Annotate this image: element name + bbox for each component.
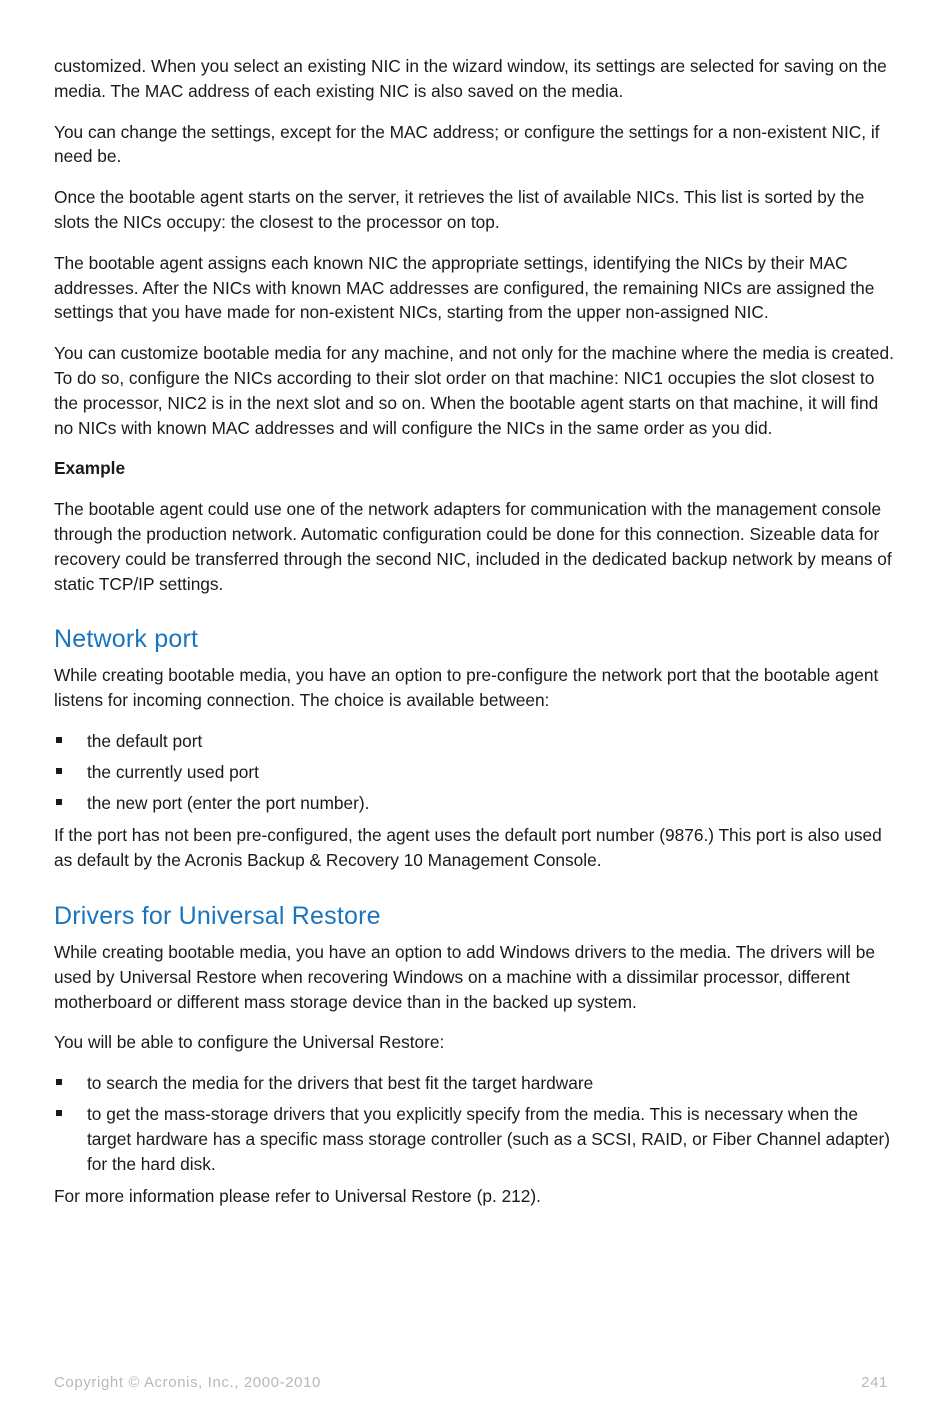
page-number: 241	[861, 1374, 888, 1391]
heading-network-port: Network port	[54, 625, 199, 654]
drivers-list	[54, 1071, 894, 1176]
page-footer	[54, 1374, 888, 1391]
square-bullet-icon	[56, 737, 62, 743]
network-port-outro: If the port has not been pre-configured, the agent uses the default port number (9876.) This port is also used as default by the Acronis Backup & Recovery 10 Management Console.	[54, 825, 882, 871]
paragraph-assign-settings: The bootable agent assigns each known NIC the appropriate settings, identifying the NICs by their MAC addresses. After the NICs with known MAC addresses are configured, the remaining NICs are assigned the settings that you have made for non-existent NICs, starting from the upper non-assigned NIC.	[54, 252, 875, 323]
drivers-outro: For more information please refer to Universal Restore (p. 212).	[54, 1186, 541, 1207]
list-item	[54, 1102, 894, 1176]
list-item	[54, 760, 894, 785]
square-bullet-icon	[56, 1110, 62, 1116]
network-port-list	[54, 729, 894, 815]
paragraph-retrieve-nics: Once the bootable agent starts on the server, it retrieves the list of available NICs. This list is sorted by the slots the NICs occupy: the closest to the processor on top.	[54, 187, 865, 232]
list-item-text: the currently used port	[87, 761, 259, 782]
list-item-text: the default port	[87, 730, 203, 751]
square-bullet-icon	[56, 1079, 62, 1085]
list-item-text: the new port (enter the port number).	[87, 792, 370, 813]
list-item-text: to get the mass-storage drivers that you explicitly specify from the media. This is necessary when the target hardware has a specific mass storage controller (such as a SCSI, RAID, or Fiber Channel adapter) for the hard disk.	[87, 1103, 890, 1174]
footer-copyright: Copyright © Acronis, Inc., 2000-2010	[54, 1374, 321, 1391]
paragraph-example: The bootable agent could use one of the network adapters for communication with the management console through the production network. Automatic configuration could be done for this connection. Sizeable data for recovery could be transferred through the second NIC, included in the dedicated backup network by means of static TCP/IP settings.	[54, 499, 892, 594]
list-item-text: to search the media for the drivers that best fit the target hardware	[87, 1073, 594, 1094]
list-item	[54, 729, 894, 754]
paragraph-change-settings: You can change the settings, except for the MAC address; or configure the settings for a non-existent NIC, if need be.	[54, 121, 880, 167]
document-page	[54, 54, 894, 1225]
example-label: Example	[54, 458, 126, 479]
square-bullet-icon	[56, 768, 62, 774]
list-item	[54, 791, 894, 816]
list-item	[54, 1071, 894, 1096]
paragraph-nic-customized: customized. When you select an existing NIC in the wizard window, its settings are selected for saving on the media. The MAC address of each existing NIC is also saved on the media.	[54, 56, 887, 101]
square-bullet-icon	[56, 799, 62, 805]
drivers-intro: While creating bootable media, you have an option to add Windows drivers to the media. The drivers will be used by Universal Restore when recovering Windows on a machine with a dissimilar processor, different motherboard or different mass storage device than in the backed up system.	[54, 941, 875, 1012]
drivers-intro-2: You will be able to configure the Universal Restore:	[54, 1032, 445, 1053]
network-port-intro: While creating bootable media, you have an option to pre-configure the network port that the bootable agent listens for incoming connection. The choice is available between:	[54, 665, 879, 711]
heading-drivers-universal-restore: Drivers for Universal Restore	[54, 901, 381, 930]
paragraph-customize-any-machine: You can customize bootable media for any machine, and not only for the machine where the media is created. To do so, configure the NICs according to their slot order on that machine: NIC1 occupies the slot closest to the processor, NIC2 is in the next slot and so on. When the bootable agent starts on that machine, it will find no NICs with known MAC addresses and will configure the NICs in the same order as you did.	[54, 343, 894, 438]
